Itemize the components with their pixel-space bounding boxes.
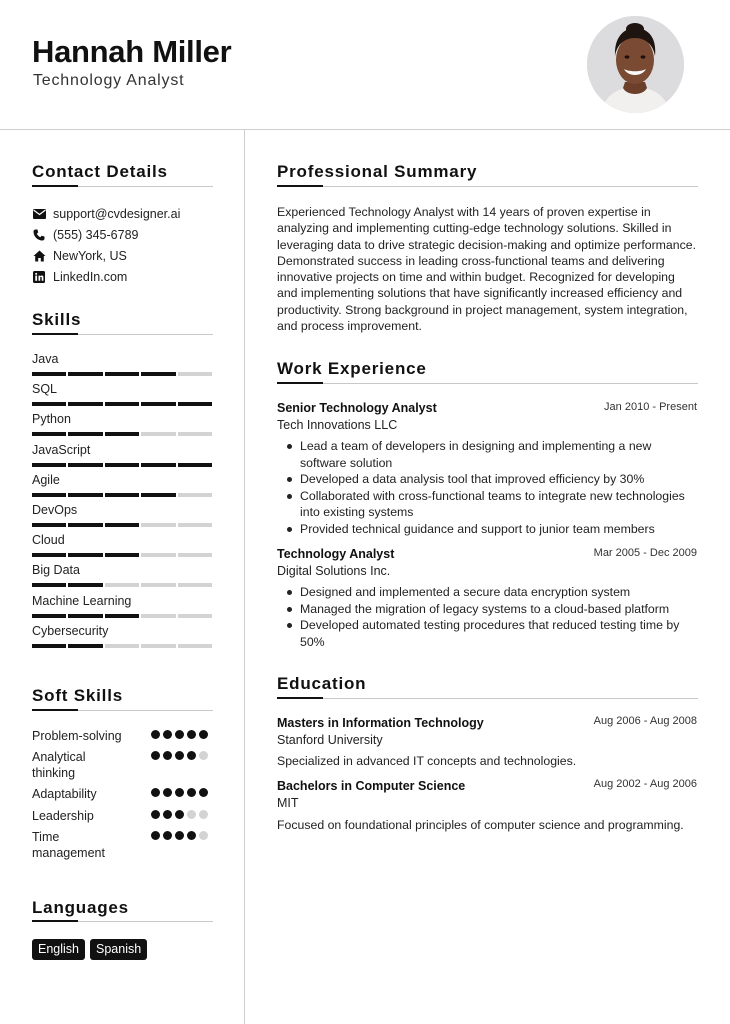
- skill-level-segment: [141, 644, 175, 648]
- skill-level-segment: [68, 432, 102, 436]
- profile-photo: [587, 16, 684, 113]
- skills-heading: Skills: [32, 310, 82, 329]
- language-tag: English: [32, 939, 85, 960]
- rating-dot: [199, 810, 208, 819]
- skill-name: DevOps: [32, 503, 78, 517]
- skill-level-segment: [178, 463, 212, 467]
- education-degree: Masters in Information Technology: [277, 716, 484, 730]
- contact-heading: Contact Details: [32, 162, 168, 181]
- skill-level-bar: [32, 372, 212, 376]
- skill-level-segment: [32, 614, 66, 618]
- skill-level-bar: [32, 583, 212, 587]
- skill-name: Java: [32, 352, 59, 366]
- skill-level-segment: [32, 553, 66, 557]
- skill-level-bar: [32, 523, 212, 527]
- rating-dot: [175, 810, 184, 819]
- rating-dot: [151, 810, 160, 819]
- rating-dot: [151, 730, 160, 739]
- contact-linkedin-text: LinkedIn.com: [53, 270, 128, 284]
- job-bullets: [300, 584, 700, 650]
- rating-dot: [163, 730, 172, 739]
- rating-dot: [199, 751, 208, 760]
- contact-rule: [32, 186, 213, 187]
- skill-level-segment: [178, 614, 212, 618]
- contact-phone-text: (555) 345-6789: [53, 228, 139, 242]
- job-title: Senior Technology Analyst: [277, 401, 437, 415]
- soft-skill-name: Time management: [32, 830, 105, 860]
- contact-phone[interactable]: [32, 228, 138, 242]
- skill-level-segment: [68, 493, 102, 497]
- skill-level-bar: [32, 402, 212, 406]
- skill-level-segment: [68, 463, 102, 467]
- job-date: Jan 2010 - Present: [604, 401, 697, 413]
- skill-level-segment: [141, 614, 175, 618]
- skill-name: Python: [32, 412, 71, 427]
- skill-level-segment: [178, 493, 212, 497]
- soft-skill-rating: [151, 751, 208, 760]
- contact-location: [32, 249, 127, 263]
- skill-level-segment: [105, 402, 139, 406]
- languages-heading: Languages: [32, 898, 129, 917]
- education-heading: Education: [277, 674, 367, 693]
- skill-level-bar: [32, 493, 212, 497]
- summary-rule: [277, 186, 698, 187]
- skill-level-segment: [32, 644, 66, 648]
- envelope-icon: [32, 207, 46, 221]
- contact-email-text: support@cvdesigner.ai: [53, 207, 181, 221]
- skill-level-segment: [141, 402, 175, 406]
- skill-level-bar: [32, 614, 212, 618]
- summary-text: Experienced Technology Analyst with 14 years of proven expertise in analyzing and implementing cutting-edge technology solutions. Skilled in leveraging data to drive strategic decision-making and optimize performance. Demonstrated success in leading cross-functional teams and delivering innovative projects on time and within budget. Recognized for developing and implementing solutions that have significantly increased efficiency and productivity. Strong background in project management, system integration, and process improvement.: [277, 205, 696, 334]
- skill-level-segment: [68, 553, 102, 557]
- candidate-role: Technology Analyst: [33, 72, 185, 89]
- rating-dot: [187, 810, 196, 819]
- skill-level-segment: [68, 523, 102, 527]
- skill-level-segment: [141, 372, 175, 376]
- job-date: Mar 2005 - Dec 2009: [593, 547, 697, 559]
- column-divider: [244, 130, 245, 1024]
- skill-level-segment: [32, 463, 66, 467]
- skill-name: Cloud: [32, 533, 65, 548]
- skill-level-segment: [178, 583, 212, 587]
- job-bullet: Designed and implemented a secure data encryption system: [300, 584, 700, 601]
- skill-name: Agile: [32, 472, 60, 487]
- linkedin-icon: [32, 270, 46, 284]
- skill-level-segment: [32, 523, 66, 527]
- rating-dot: [175, 751, 184, 760]
- contact-email[interactable]: [32, 207, 180, 221]
- skill-name: Cybersecurity: [32, 623, 109, 638]
- language-tag: Spanish: [90, 939, 147, 960]
- skill-level-bar: [32, 432, 212, 436]
- rating-dot: [199, 730, 208, 739]
- soft-skill-rating: [151, 788, 208, 797]
- skill-level-segment: [32, 583, 66, 587]
- skills-rule: [32, 334, 213, 335]
- job-bullet: Collaborated with cross-functional teams to integrate new technologies into existing systems: [300, 488, 700, 521]
- skill-level-segment: [178, 402, 212, 406]
- job-bullets: [300, 438, 700, 537]
- soft-skill-rating: [151, 730, 208, 739]
- job-bullet: Provided technical guidance and support to junior team members: [300, 521, 700, 538]
- skill-name: Machine Learning: [32, 593, 132, 608]
- contact-location-text: NewYork, US: [53, 249, 127, 263]
- job-company: Tech Innovations LLC: [277, 418, 398, 432]
- education-rule: [277, 698, 698, 699]
- skill-level-segment: [141, 583, 175, 587]
- rating-dot: [175, 730, 184, 739]
- job-company: Digital Solutions Inc.: [277, 564, 391, 578]
- skill-level-segment: [141, 432, 175, 436]
- skill-level-segment: [105, 523, 139, 527]
- skill-level-segment: [141, 523, 175, 527]
- home-icon: [32, 249, 46, 263]
- skill-level-bar: [32, 553, 212, 557]
- education-degree: Bachelors in Computer Science: [277, 779, 466, 793]
- rating-dot: [163, 788, 172, 797]
- skill-name: Big Data: [32, 563, 80, 578]
- experience-rule: [277, 383, 698, 384]
- rating-dot: [187, 730, 196, 739]
- soft-skills-rule: [32, 710, 213, 711]
- skill-level-segment: [105, 644, 139, 648]
- contact-linkedin[interactable]: [32, 270, 127, 284]
- rating-dot: [163, 751, 172, 760]
- rating-dot: [187, 831, 196, 840]
- skill-level-segment: [105, 432, 139, 436]
- skill-level-segment: [105, 372, 139, 376]
- skill-level-segment: [178, 553, 212, 557]
- education-description: Focused on foundational principles of computer science and programming.: [277, 818, 684, 832]
- soft-skills-heading: Soft Skills: [32, 686, 123, 705]
- skill-level-segment: [68, 402, 102, 406]
- skill-level-segment: [141, 553, 175, 557]
- phone-icon: [32, 228, 46, 242]
- skill-level-segment: [105, 583, 139, 587]
- job-bullet: Managed the migration of legacy systems to a cloud-based platform: [300, 601, 700, 618]
- job-title: Technology Analyst: [277, 547, 395, 561]
- rating-dot: [199, 831, 208, 840]
- resume-header: [0, 0, 730, 130]
- rating-dot: [163, 810, 172, 819]
- rating-dot: [175, 788, 184, 797]
- rating-dot: [163, 831, 172, 840]
- summary-heading: Professional Summary: [277, 162, 478, 181]
- skill-name: SQL: [32, 382, 58, 397]
- soft-skill-name: Problem-solving: [32, 729, 122, 743]
- skill-level-segment: [178, 432, 212, 436]
- candidate-name: Hannah Miller: [32, 34, 232, 69]
- skill-level-segment: [141, 493, 175, 497]
- skill-level-segment: [68, 614, 102, 618]
- soft-skill-name: Analytical thinking: [32, 750, 86, 780]
- skill-level-segment: [178, 644, 212, 648]
- education-school: MIT: [277, 796, 299, 810]
- skill-name: JavaScript: [32, 442, 91, 457]
- languages-rule: [32, 921, 213, 922]
- rating-dot: [199, 788, 208, 797]
- soft-skill-rating: [151, 831, 208, 840]
- skill-level-segment: [178, 523, 212, 527]
- rating-dot: [151, 751, 160, 760]
- education-description: Specialized in advanced IT concepts and technologies.: [277, 754, 577, 768]
- skill-level-segment: [105, 493, 139, 497]
- skill-level-segment: [178, 372, 212, 376]
- experience-heading: Work Experience: [277, 359, 427, 378]
- skill-level-bar: [32, 463, 212, 467]
- skill-level-segment: [68, 372, 102, 376]
- education-date: Aug 2006 - Aug 2008: [593, 715, 697, 727]
- rating-dot: [151, 831, 160, 840]
- skill-level-segment: [32, 372, 66, 376]
- soft-skill-name: Adaptability: [32, 787, 97, 801]
- job-bullet: Developed automated testing procedures that reduced testing time by 50%: [300, 617, 700, 650]
- skill-level-segment: [105, 614, 139, 618]
- skill-level-segment: [141, 463, 175, 467]
- skill-level-bar: [32, 644, 212, 648]
- education-school: Stanford University: [277, 733, 383, 747]
- rating-dot: [187, 788, 196, 797]
- soft-skill-name: Leadership: [32, 809, 94, 823]
- skill-level-segment: [32, 493, 66, 497]
- job-bullet: Developed a data analysis tool that improved efficiency by 30%: [300, 471, 700, 488]
- skill-level-segment: [32, 432, 66, 436]
- rating-dot: [151, 788, 160, 797]
- job-bullet: Lead a team of developers in designing and implementing a new software solution: [300, 438, 700, 471]
- skill-level-segment: [68, 583, 102, 587]
- skill-level-segment: [32, 402, 66, 406]
- soft-skill-rating: [151, 810, 208, 819]
- rating-dot: [175, 831, 184, 840]
- education-date: Aug 2002 - Aug 2006: [593, 778, 697, 790]
- skill-level-segment: [68, 644, 102, 648]
- header-divider: [0, 129, 730, 130]
- skill-level-segment: [105, 553, 139, 557]
- rating-dot: [187, 751, 196, 760]
- skill-level-segment: [105, 463, 139, 467]
